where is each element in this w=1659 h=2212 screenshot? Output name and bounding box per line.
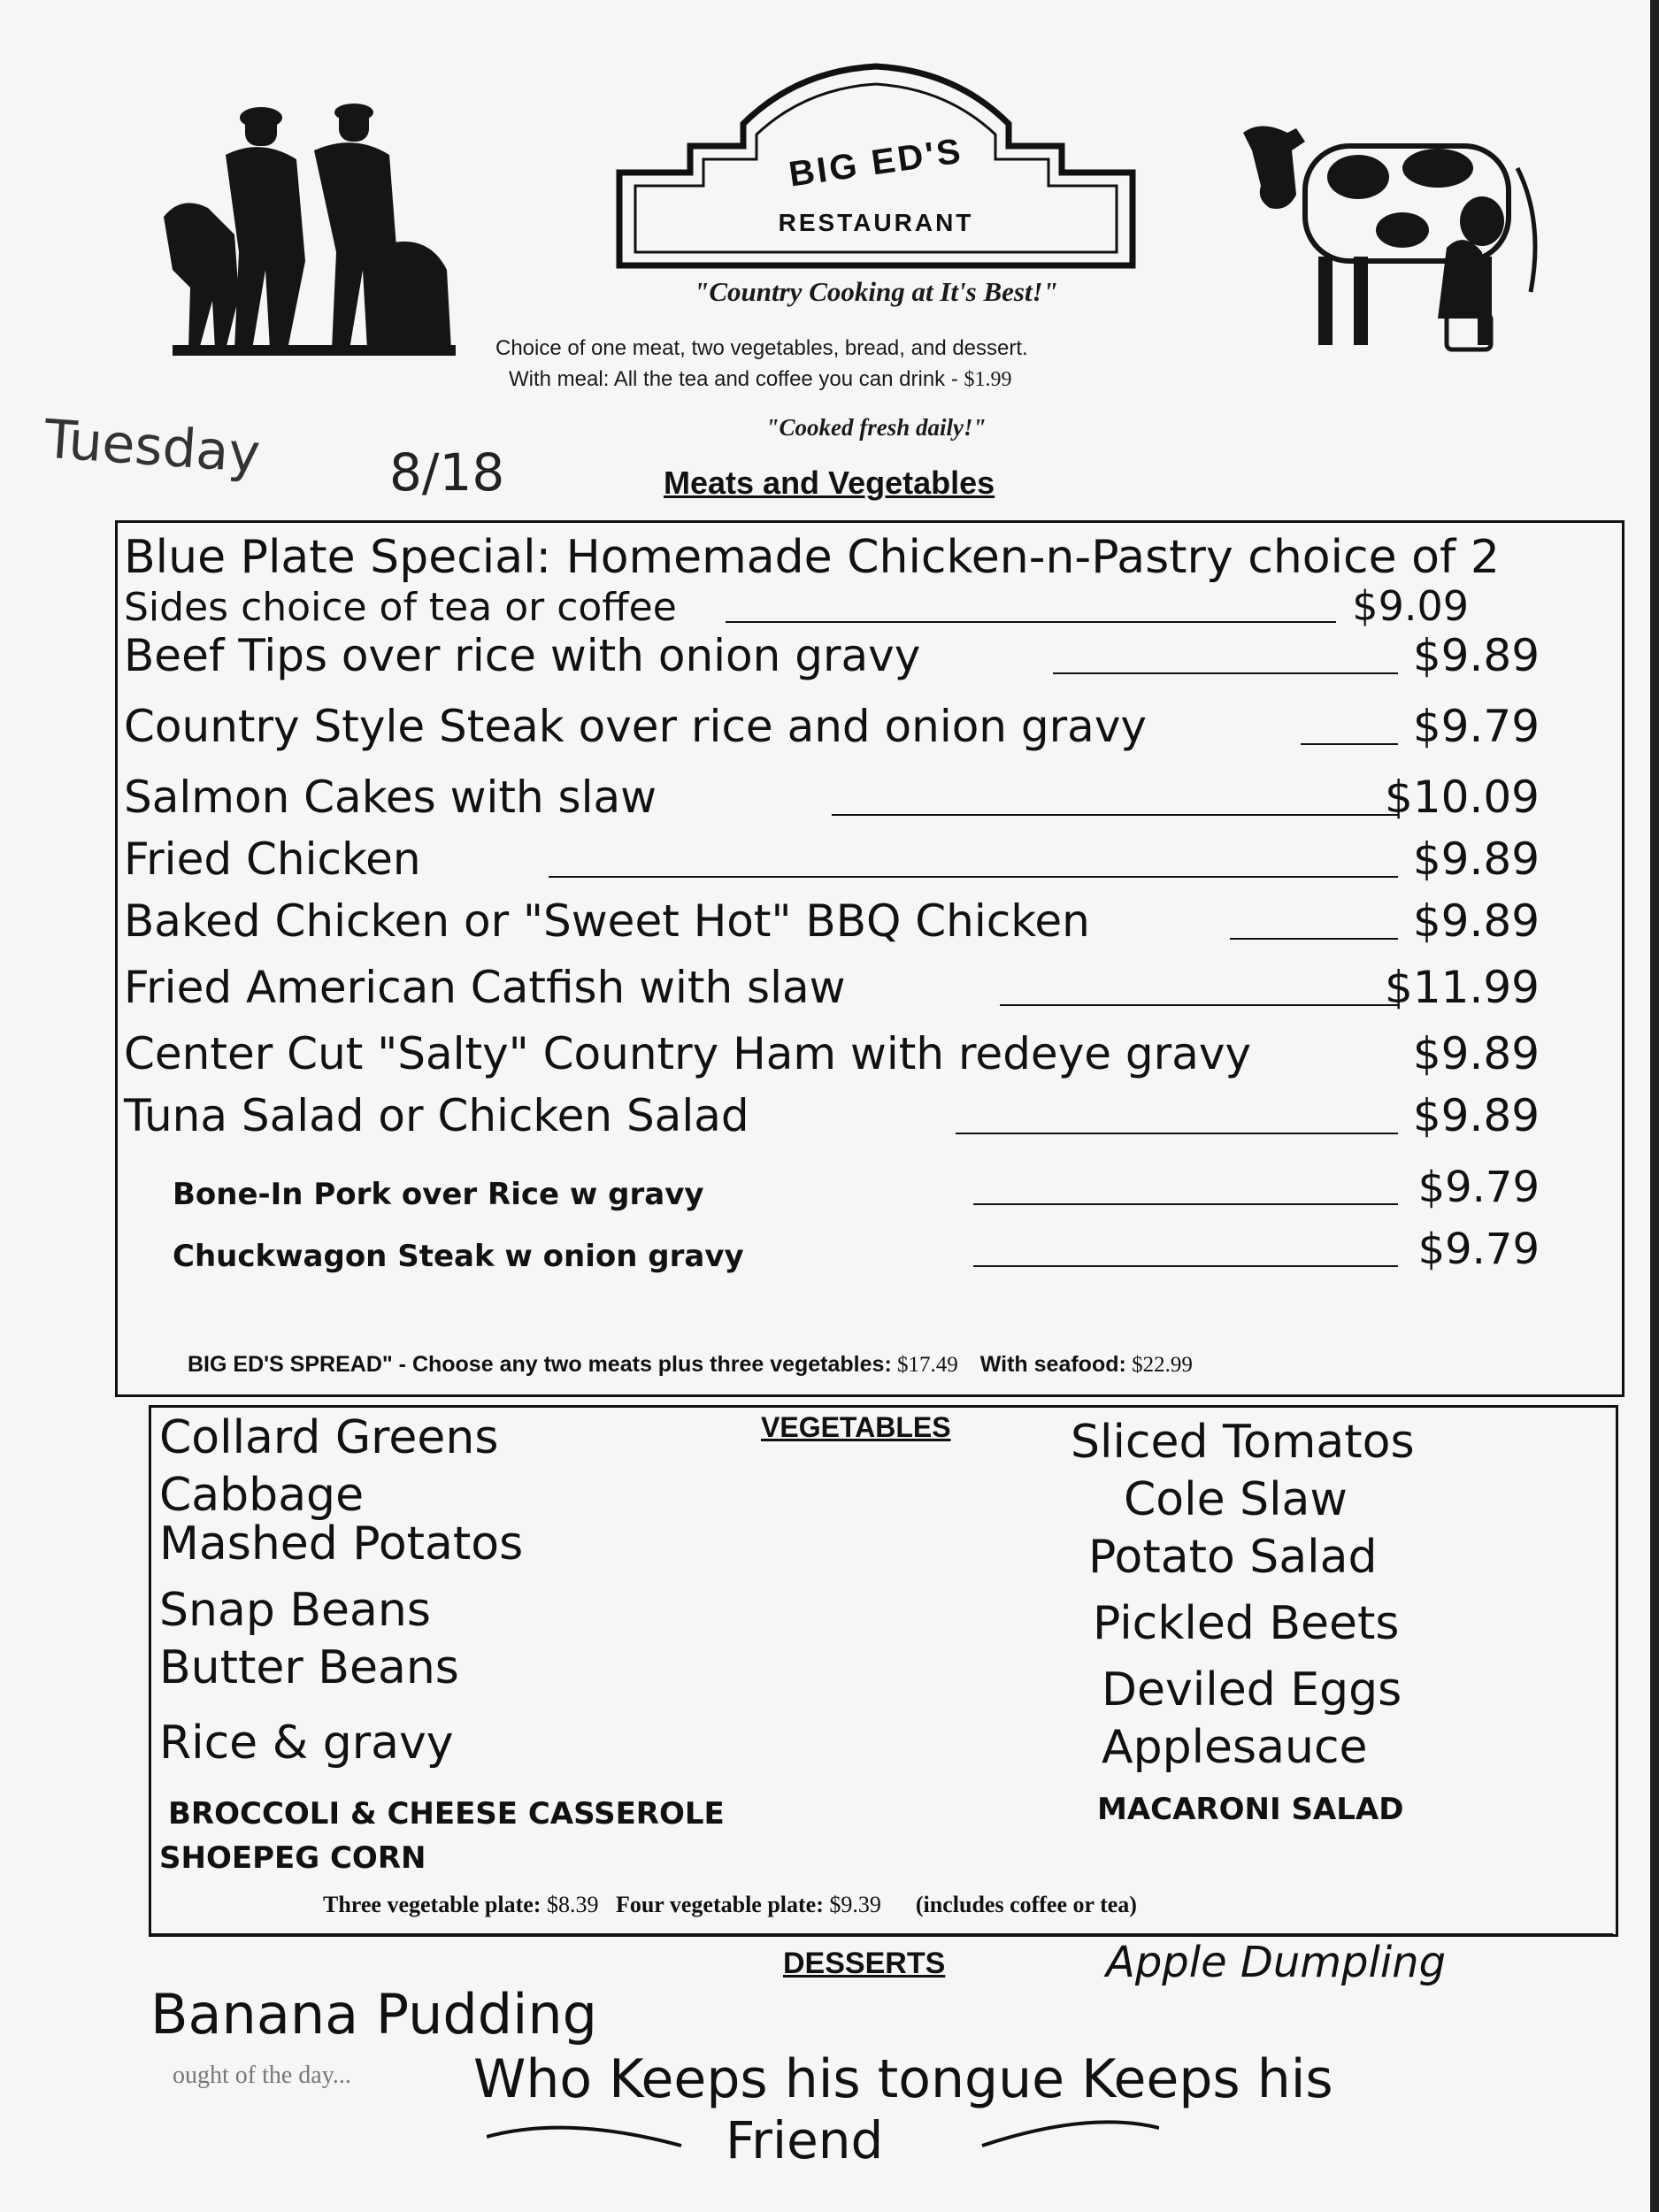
date: 8/18 — [389, 442, 505, 503]
vegetable-item: Pickled Beets — [1093, 1597, 1400, 1650]
meat-item — [124, 1088, 1557, 1147]
table-edge — [1650, 0, 1659, 2212]
cooked-fresh: "Cooked fresh daily!" — [765, 414, 987, 441]
meat-item — [124, 1026, 1557, 1085]
vegetable-item: MACARONI SALAD — [1097, 1792, 1404, 1827]
vegetable-item: Rice & gravy — [159, 1717, 454, 1770]
meat-item-name: Chuckwagon Steak w onion gravy — [173, 1239, 744, 1274]
intro-line-2 — [509, 367, 1305, 392]
meat-item-price: $9.79 — [1412, 701, 1540, 752]
veg-note: (includes coffee or tea) — [915, 1892, 1137, 1917]
spread-label: BIG ED'S SPREAD" - Choose any two meats plus three vegetables: — [188, 1352, 892, 1377]
meat-item-name: Fried American Catfish with slaw — [124, 962, 846, 1013]
three-veg-price: $8.39 — [546, 1892, 599, 1917]
leader-line — [549, 876, 1398, 878]
leader-line — [956, 1133, 1398, 1134]
meat-item-price: $9.89 — [1412, 1028, 1540, 1079]
leader-line — [726, 621, 1336, 623]
leader-line — [973, 1203, 1398, 1205]
meat-item-price: $9.79 — [1417, 1225, 1540, 1274]
drink-price: $1.99 — [964, 368, 1012, 391]
meat-item-price: $9.89 — [1412, 1090, 1540, 1141]
blue-plate-line-1: Blue Plate Special: Homemade Chicken-n-Pastry choice of 2 — [124, 531, 1500, 584]
meat-item-name: Bone-In Pork over Rice w gravy — [173, 1177, 704, 1212]
meat-item-name: Center Cut "Salty" Country Ham with redeye gravy — [124, 1028, 1252, 1079]
vegetable-item: Sliced Tomatos — [1071, 1416, 1415, 1469]
blue-plate-row — [124, 577, 1557, 635]
vegetable-item: Mashed Potatos — [159, 1517, 524, 1571]
leader-line — [832, 814, 1398, 816]
meat-item-price: $9.79 — [1417, 1163, 1540, 1212]
meat-item-name: Salmon Cakes with slaw — [124, 772, 657, 823]
leader-line — [1000, 1004, 1398, 1006]
thought-line-1: Who Keeps his tongue Keeps his — [473, 2048, 1333, 2110]
meat-item — [124, 1221, 1557, 1279]
spread-seafood-label: With seafood: — [979, 1352, 1126, 1377]
leader-line — [973, 1265, 1398, 1267]
dessert-left: Banana Pudding — [150, 1982, 597, 2047]
thought-line-2: Friend — [726, 2110, 884, 2170]
tagline: "Country Cooking at It's Best!" — [694, 276, 1058, 307]
meat-item — [124, 960, 1557, 1018]
meat-item — [124, 699, 1557, 757]
meat-item-name: Fried Chicken — [124, 833, 421, 885]
meat-item-price: $11.99 — [1385, 962, 1540, 1013]
meat-item-name: Baked Chicken or "Sweet Hot" BBQ Chicken — [124, 895, 1090, 947]
cow-icon — [1225, 115, 1562, 358]
leader-line — [1230, 938, 1398, 940]
flourish-icon — [487, 2110, 1159, 2172]
dessert-right: Apple Dumpling — [1106, 1938, 1447, 1987]
meat-item-price: $9.89 — [1412, 895, 1540, 947]
meat-item-name: Country Style Steak over rice and onion gravy — [124, 701, 1148, 752]
four-veg-price: $9.39 — [829, 1892, 881, 1917]
blue-plate-line-2: Sides choice of tea or coffee — [124, 585, 677, 630]
vegetable-item: Deviled Eggs — [1102, 1663, 1402, 1717]
meat-item-price: $9.89 — [1412, 630, 1540, 681]
big-eds-spread — [188, 1352, 1550, 1378]
spread-seafood-price: $22.99 — [1132, 1353, 1193, 1377]
meat-item-name: Beef Tips over rice with onion gravy — [124, 630, 921, 681]
vegetable-item: Cole Slaw — [1124, 1473, 1348, 1526]
meat-item-price: $10.09 — [1385, 772, 1540, 823]
restaurant-name: BIG ED'S — [786, 131, 966, 195]
restaurant-subtitle: RESTAURANT — [778, 209, 974, 236]
vegetable-item: Cabbage — [159, 1469, 365, 1522]
desserts-title: DESSERTS — [783, 1947, 946, 1980]
day: Tuesday — [42, 408, 263, 486]
meat-item-name: Tuna Salad or Chicken Salad — [124, 1090, 749, 1141]
intro-line-2-text: With meal: All the tea and coffee you can drink - — [509, 367, 958, 391]
meat-item — [124, 894, 1557, 952]
vegetable-item: Butter Beans — [159, 1641, 459, 1694]
meat-item-price: $9.89 — [1412, 833, 1540, 885]
vegetable-item: BROCCOLI & CHEESE CASSEROLE — [168, 1796, 725, 1832]
vegetable-item: Applesauce — [1102, 1721, 1368, 1774]
meat-item — [124, 628, 1557, 687]
desserts-divider — [149, 1933, 1613, 1936]
spread-price: $17.49 — [897, 1353, 958, 1377]
meat-item — [124, 1159, 1557, 1217]
leader-line — [1301, 743, 1398, 745]
vegetable-plate-prices — [323, 1892, 1473, 1918]
four-veg-label: Four vegetable plate: — [615, 1892, 824, 1917]
vegetables-title: VEGETABLES — [761, 1411, 951, 1443]
blue-plate-price: $9.09 — [1352, 582, 1469, 630]
vegetable-item: Snap Beans — [159, 1584, 431, 1637]
three-veg-label: Three vegetable plate: — [323, 1892, 541, 1917]
leader-line — [1053, 672, 1398, 674]
intro-line-1: Choice of one meat, two vegetables, bread, and dessert. — [495, 336, 1028, 360]
thought-label: ought of the day... — [173, 2062, 351, 2089]
vegetable-item: Potato Salad — [1088, 1531, 1378, 1584]
vegetable-item: Collard Greens — [159, 1411, 499, 1464]
vegetable-item: SHOEPEG CORN — [159, 1840, 426, 1876]
meat-item — [124, 770, 1557, 828]
farmers-silhouette-icon — [164, 93, 465, 358]
meat-item — [124, 832, 1557, 890]
meats-title: Meats and Vegetables — [664, 465, 995, 501]
